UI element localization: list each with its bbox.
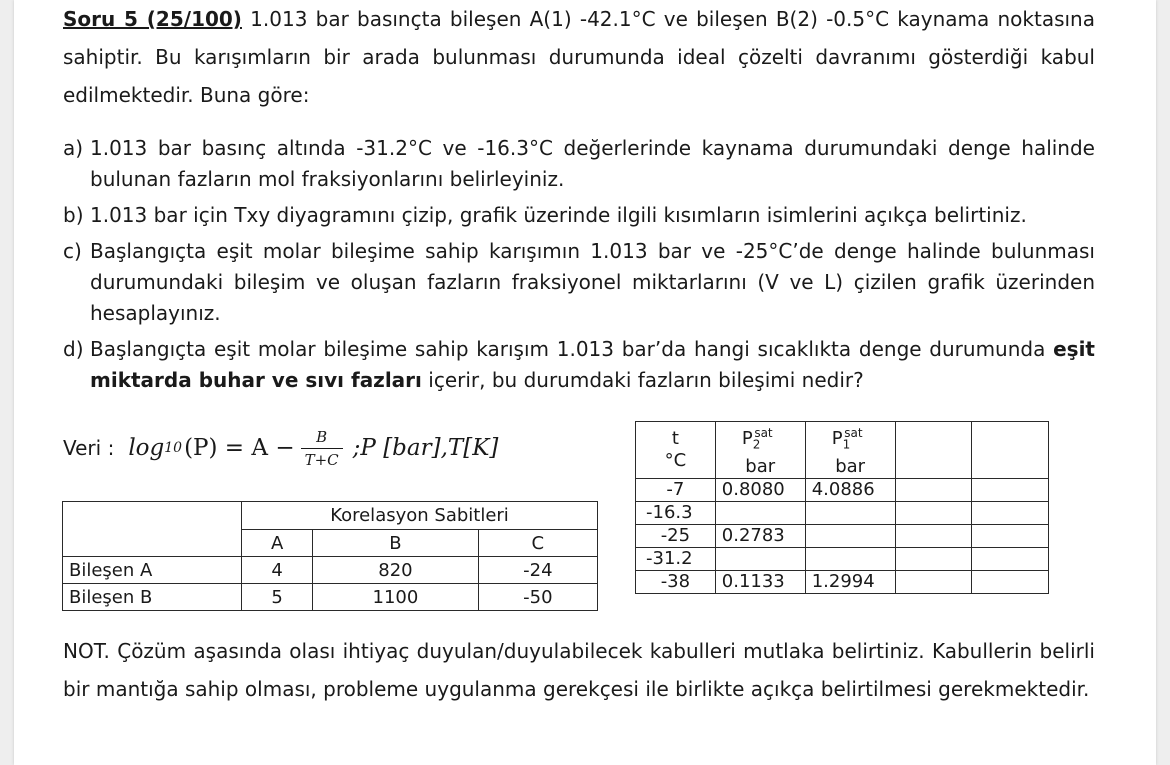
table-row [63,557,598,584]
formula-lhs-arg: (P) = A − [184,435,295,461]
prop-t-cell: -31.2 [636,547,716,570]
part-c-text: Başlangıçta eşit molar bileşime sahip karışımın 1.013 bar ve -25°C’de denge halinde bulunması durumundaki bileşim ve oluşan fazların fraksiyonel miktarlarını (V ve L) çizilen grafik üzerinden hesaplayınız. [90,239,1095,325]
corr-col-b: B [313,530,478,557]
part-a-label: a) [63,136,84,160]
corr-row-name: Bileşen A [63,557,242,584]
corr-cell: 4 [242,557,313,584]
table-row [63,584,598,611]
corr-col-c: C [478,530,597,557]
prop-header-t-label: t [671,427,679,449]
part-c [63,236,1095,329]
formula-math [128,428,498,469]
prop-empty-cell [895,501,972,524]
prop-empty-cell [895,547,972,570]
question-title: Soru 5 (25/100) [63,7,242,31]
prop-p1-cell: 1.2994 [805,570,895,593]
prop-header-p1 [805,422,895,479]
prop-t-cell: -38 [636,570,716,593]
prop-p2-cell: 0.8080 [715,478,805,501]
corr-cell: -24 [478,557,597,584]
prop-empty-cell [972,524,1049,547]
part-b [63,200,1095,231]
prop-empty-cell [972,501,1049,524]
prop-t-cell: -25 [636,524,716,547]
prop-p2-cell: 0.2783 [715,524,805,547]
table-row [636,547,1049,570]
part-d-bold-text: eşit miktarda buhar ve sıvı fazları [90,337,1095,392]
prop-p1-cell: 4.0886 [805,478,895,501]
assumption-note: NOT. Çözüm aşasında olası ihtiyaç duyulan/duyulabilecek kabulleri mutlaka belirtiniz. Kabullerin belirli bir mantığa sahip olması, probleme uygulanma gerekçesi ile birlikte açıkça belirtilmesi gerekmektedir. [63,639,1095,701]
prop-header-t [636,422,716,479]
correlation-constants-table [62,501,598,611]
table-row [636,570,1049,593]
part-b-text: 1.013 bar için Txy diyagramını çizip, grafik üzerinde ilgili kısımların isimlerini açıkça belirtiniz. [90,203,1027,227]
prop-empty-cell [972,478,1049,501]
part-c-label: c) [63,239,82,263]
question-intro-text: 1.013 bar basınçta bileşen A(1) -42.1°C ve bileşen B(2) -0.5°C kaynama noktasına sahiptir. Bu karışımların bir arada bulunması durumunda ideal çözelti davranımı gösterdiği kabul edilmektedir. Buna göre: [63,7,1095,107]
vapor-pressure-table [635,421,1049,594]
prop-p2-cell [715,501,805,524]
prop-empty-cell [895,570,972,593]
part-a-text: 1.013 bar basınç altında -31.2°C ve -16.3°C değerlerinde kaynama durumundaki denge halinde bulunan fazların mol fraksiyonlarını belirleyiniz. [90,136,1095,191]
formula-label: Veri : [63,436,115,460]
question-parts [63,133,1095,401]
corr-row-name: Bileşen B [63,584,242,611]
corr-col-a: A [242,530,313,557]
prop-t-cell: -7 [636,478,716,501]
prop-header-row [636,422,1049,479]
table-row [636,478,1049,501]
prop-header-t-unit: °C [664,449,687,471]
formula-numerator: B [316,427,328,446]
question-intro [63,0,1095,114]
formula-denominator: T+C [301,448,343,469]
formula-fraction [301,428,343,469]
prop-empty-cell [895,524,972,547]
corr-cell: 5 [242,584,313,611]
table-row [636,524,1049,547]
prop-header-p1-unit: bar [835,455,866,477]
prop-t-cell: -16.3 [636,501,716,524]
corr-cell: -50 [478,584,597,611]
corr-cell: 820 [313,557,478,584]
prop-empty-col [972,422,1049,479]
document-page [14,0,1156,765]
prop-empty-cell [972,547,1049,570]
prop-p2-cell: 0.1133 [715,570,805,593]
prop-p2-cell [715,547,805,570]
prop-p1-cell [805,547,895,570]
corr-cell: 1100 [313,584,478,611]
part-d-text: Başlangıçta eşit molar bileşime sahip karışım 1.013 bar’da hangi sıcaklıkta denge durumunda [90,337,1054,361]
formula-units: ;P [bar],T[K] [352,435,499,461]
prop-header-p1-label: $P_1^{sat}$ [831,426,863,452]
prop-p1-cell [805,501,895,524]
prop-p1-cell [805,524,895,547]
corr-group-header: Korelasyon Sabitleri [242,502,598,530]
prop-empty-cell [895,478,972,501]
part-b-label: b) [63,203,84,227]
prop-header-p2-label: $P_2^{sat}$ [741,426,773,452]
part-d-text-end: içerir, bu durumdaki fazların bileşimi nedir? [421,368,864,392]
prop-empty-col [895,422,972,479]
prop-header-p2 [715,422,805,479]
part-d-label: d) [63,337,84,361]
prop-empty-cell [972,570,1049,593]
formula-log-base: 10 [164,440,183,456]
prop-header-p2-unit: bar [745,455,776,477]
part-a [63,133,1095,195]
formula-log: log [128,435,165,461]
part-d [63,334,1095,396]
corr-empty-header [63,502,242,557]
antoine-equation [63,418,498,478]
table-row [636,501,1049,524]
